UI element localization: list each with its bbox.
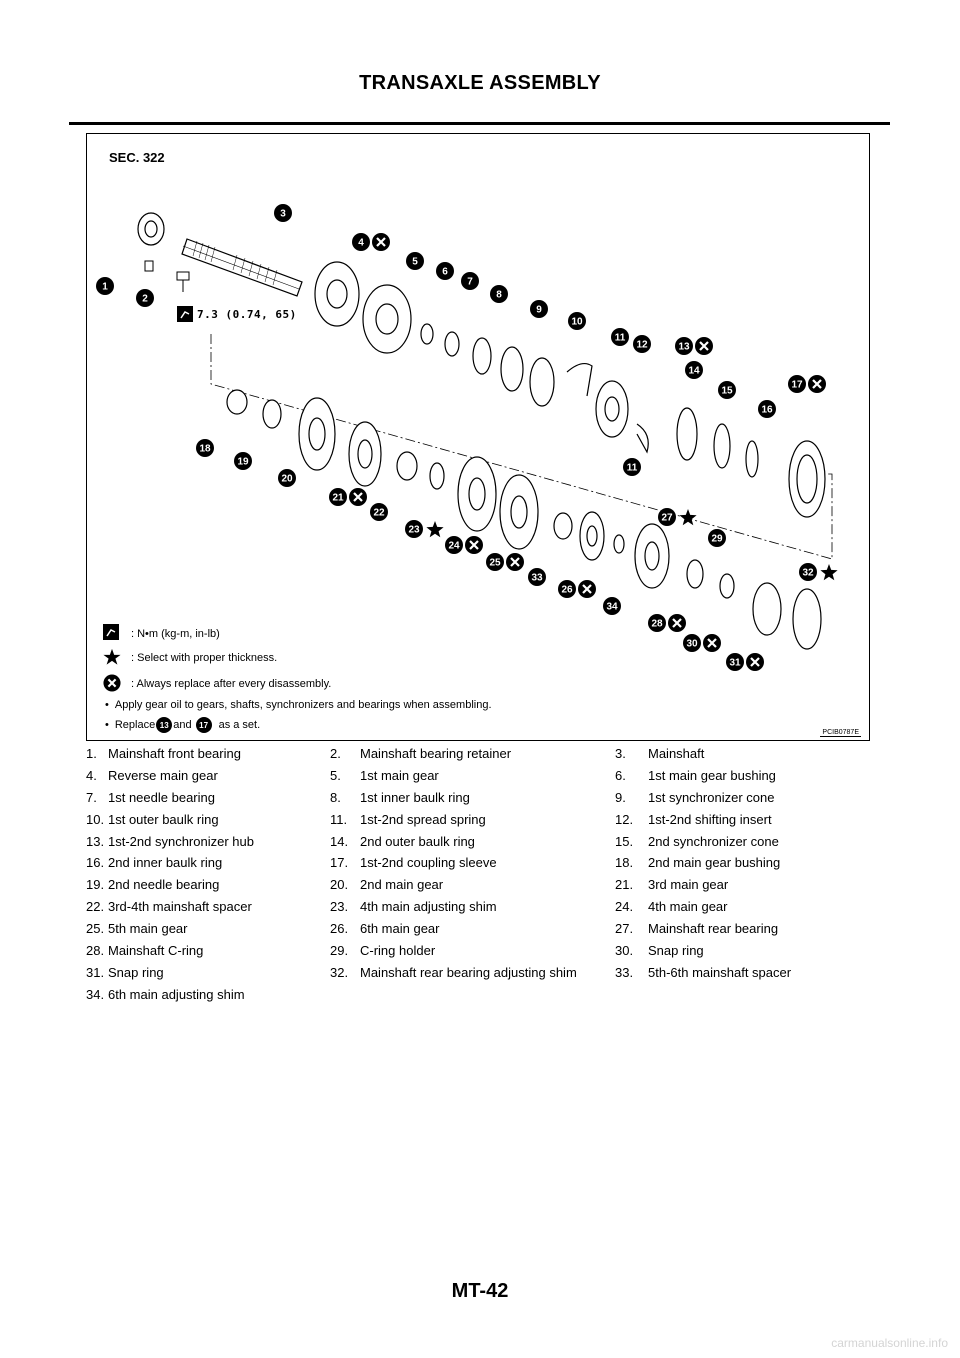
part-number: 29. — [330, 943, 349, 959]
parts-row — [86, 943, 864, 965]
part-number: 31. — [86, 964, 105, 980]
watermark: carmanualsonline.info — [831, 1336, 948, 1350]
svg-text:16: 16 — [761, 404, 773, 416]
svg-text:33: 33 — [531, 572, 543, 584]
callout-18 — [196, 439, 214, 457]
parts-list — [86, 746, 864, 1009]
part-number: 21. — [615, 877, 634, 893]
part-name: 1st-2nd spread spring — [360, 811, 486, 827]
callout-28 — [648, 614, 686, 632]
note-replace-suffix: as a set. — [218, 719, 261, 731]
svg-text:13: 13 — [678, 341, 690, 353]
part-number: 6. — [615, 767, 626, 783]
note-oil-text: Apply gear oil to gears, shafts, synchronizers and bearings when assembling. — [114, 699, 492, 711]
part-name: Mainshaft — [648, 746, 705, 761]
callout-16 — [758, 400, 776, 418]
callout-22 — [370, 503, 388, 521]
part-number: 4. — [86, 767, 97, 783]
part-number: 3. — [615, 746, 626, 761]
parts-row — [86, 986, 864, 1009]
callout-4 — [352, 233, 390, 251]
bullet: • — [105, 719, 109, 731]
part-name: 5th-6th mainshaft spacer — [648, 964, 792, 980]
part-number: 7. — [86, 789, 97, 805]
callout-1 — [96, 277, 114, 295]
legend-torque-text: : N•m (kg-m, in-lb) — [131, 628, 220, 640]
mainshaft-drawing — [182, 239, 302, 296]
note-replace-and: and — [173, 719, 192, 731]
legend-replace-row — [103, 674, 331, 694]
part-name: Mainshaft front bearing — [108, 746, 241, 761]
callout-9 — [530, 300, 548, 318]
svg-text:30: 30 — [686, 638, 698, 650]
callout-8 — [490, 285, 508, 303]
callout-24 — [445, 536, 483, 554]
part-number: 16. — [86, 855, 105, 871]
svg-text:18: 18 — [199, 443, 211, 455]
part-number: 30. — [615, 943, 634, 959]
part-number: 1. — [86, 746, 97, 761]
svg-text:6: 6 — [442, 266, 448, 278]
title-rule — [69, 122, 890, 125]
part-name: 1st inner baulk ring — [360, 789, 470, 805]
part-number: 26. — [330, 921, 349, 937]
part-name: 1st needle bearing — [108, 789, 215, 805]
part-name: C-ring holder — [360, 943, 436, 959]
part-name: Mainshaft rear bearing adjusting shim — [360, 964, 577, 980]
part-number: 15. — [615, 833, 634, 849]
parts-row — [86, 877, 864, 899]
part-number: 12. — [615, 811, 634, 827]
part-name: Mainshaft C-ring — [108, 943, 204, 959]
parts-row — [86, 811, 864, 834]
note-oil-row — [103, 696, 492, 714]
parts-row — [86, 921, 864, 943]
svg-text:4: 4 — [358, 237, 364, 249]
svg-text:8: 8 — [496, 289, 502, 301]
part-name: 2nd inner baulk ring — [108, 855, 223, 871]
svg-text:11: 11 — [614, 332, 626, 344]
callout-23 — [405, 520, 444, 538]
callout-5 — [406, 252, 424, 270]
part-name: 2nd needle bearing — [108, 877, 220, 893]
part-name: 1st synchronizer cone — [648, 789, 775, 805]
svg-text:26: 26 — [561, 584, 573, 596]
callout-32 — [799, 563, 838, 581]
svg-text:2: 2 — [142, 293, 148, 305]
legend-select-row — [103, 648, 277, 668]
retainer-drawing — [145, 261, 189, 292]
svg-text:27: 27 — [661, 512, 673, 524]
callout-7 — [461, 272, 479, 290]
callout-11 — [611, 328, 629, 346]
part-name: 1st main gear bushing — [648, 767, 776, 783]
svg-text:15: 15 — [721, 385, 733, 397]
star-icon — [679, 509, 696, 525]
svg-text:20: 20 — [281, 473, 293, 485]
part-number: 9. — [615, 789, 626, 805]
parts-row — [86, 855, 864, 877]
part-number: 13. — [86, 833, 105, 849]
svg-text:12: 12 — [636, 339, 648, 351]
callout-33 — [528, 568, 546, 586]
part-number: 34. — [86, 986, 105, 1002]
page-title: TRANSAXLE ASSEMBLY — [359, 72, 601, 94]
part-number: 22. — [86, 899, 105, 915]
svg-text:28: 28 — [651, 618, 663, 630]
svg-text:7: 7 — [467, 276, 473, 288]
part-name: 6th main adjusting shim — [108, 986, 245, 1002]
legend-replace-text: : Always replace after every disassembly. — [131, 678, 332, 690]
part-number: 23. — [330, 899, 349, 915]
part-name: Snap ring — [648, 943, 704, 959]
callout-14 — [685, 361, 703, 379]
callout-34 — [603, 597, 621, 615]
part-number: 10. — [86, 811, 105, 827]
row2-parts-drawing — [227, 390, 821, 649]
legend-torque-row — [103, 624, 220, 644]
page-number: MT-42 — [451, 1280, 509, 1302]
callout-badge-13: 13 — [156, 717, 172, 733]
svg-text:3: 3 — [280, 208, 286, 220]
part-number: 32. — [330, 964, 349, 980]
callout-17 — [788, 375, 826, 393]
part-number: 25. — [86, 921, 105, 937]
callout-29 — [708, 529, 726, 547]
part-number: 33. — [615, 964, 634, 980]
callout-12 — [633, 335, 651, 353]
part-number: 5. — [330, 767, 341, 783]
part-number: 20. — [330, 877, 349, 893]
svg-text:11: 11 — [626, 462, 638, 474]
svg-text:19: 19 — [237, 456, 249, 468]
callout-10 — [568, 312, 586, 330]
part-number: 11. — [330, 811, 348, 827]
part-name: 1st-2nd shifting insert — [648, 811, 772, 827]
part-number: 18. — [615, 855, 634, 871]
svg-text:31: 31 — [729, 657, 741, 669]
torque-spec: 7.3 (0.74, 65) — [197, 308, 297, 321]
callout-26 — [558, 580, 596, 598]
part-number: 24. — [615, 899, 634, 915]
svg-text:22: 22 — [373, 507, 385, 519]
callout-6 — [436, 262, 454, 280]
svg-text:9: 9 — [536, 304, 542, 316]
parts-row — [86, 899, 864, 921]
parts-row — [86, 833, 864, 856]
part-name: Reverse main gear — [108, 767, 218, 783]
part-name: 4th main gear — [648, 899, 728, 915]
part-name: 6th main gear — [360, 921, 440, 937]
callout-2 — [136, 289, 154, 307]
svg-text:1: 1 — [102, 281, 108, 293]
part-name: 3rd main gear — [648, 877, 729, 893]
part-name: 2nd outer baulk ring — [360, 833, 475, 849]
callout-3 — [274, 204, 292, 222]
parts-row — [86, 767, 864, 790]
callout-badge-17: 17 — [196, 717, 212, 733]
part-number: 14. — [330, 833, 349, 849]
svg-text:21: 21 — [332, 492, 344, 504]
part-name: 1st main gear — [360, 767, 439, 783]
parts-row — [86, 746, 864, 768]
exploded-diagram — [86, 133, 870, 741]
part-number: 19. — [86, 877, 105, 893]
spread-spring-drawing — [567, 364, 592, 396]
bullet: • — [105, 699, 109, 711]
callout-30 — [683, 634, 721, 652]
part-number: 28. — [86, 943, 105, 959]
callout-13 — [675, 337, 713, 355]
part-name: 2nd main gear — [360, 877, 444, 893]
row1-parts-drawing — [315, 262, 825, 517]
legend-select-text: : Select with proper thickness. — [131, 652, 278, 664]
svg-text:5: 5 — [412, 256, 418, 268]
part-name: Snap ring — [108, 964, 164, 980]
parts-row — [86, 964, 864, 987]
part-number: 8. — [330, 789, 341, 805]
callout-25 — [486, 553, 524, 571]
callout-20 — [278, 469, 296, 487]
svg-text:24: 24 — [448, 540, 460, 552]
part-number: 2. — [330, 746, 341, 761]
part-name: 4th main adjusting shim — [360, 899, 497, 915]
svg-text:34: 34 — [606, 601, 618, 613]
figure-code: PCIB0787E — [822, 729, 859, 736]
star-icon — [820, 564, 837, 580]
part-number: 27. — [615, 921, 634, 937]
part-name: 5th main gear — [108, 921, 188, 937]
parts-row — [86, 789, 864, 812]
note-replace-prefix: Replace — [114, 719, 156, 731]
torque-wrench-icon — [177, 306, 193, 322]
note-replace-row — [103, 716, 260, 734]
svg-text:25: 25 — [489, 557, 501, 569]
svg-text:32: 32 — [802, 567, 814, 579]
callout-15 — [718, 381, 736, 399]
svg-text:29: 29 — [711, 533, 723, 545]
callout-19 — [234, 452, 252, 470]
part-name: 1st-2nd coupling sleeve — [360, 855, 497, 871]
section-label: SEC. 322 — [109, 150, 165, 165]
part-name: Mainshaft bearing retainer — [360, 746, 512, 761]
callout-21 — [329, 488, 367, 506]
svg-text:14: 14 — [688, 365, 700, 377]
star-icon — [426, 521, 443, 537]
part-name: 1st outer baulk ring — [108, 811, 219, 827]
part-number: 17. — [330, 855, 349, 871]
callout-11 — [623, 458, 641, 476]
svg-text:23: 23 — [408, 524, 420, 536]
part-name: 2nd main gear bushing — [648, 855, 781, 871]
callout-27 — [658, 508, 697, 526]
svg-text:17: 17 — [791, 379, 803, 391]
part-name: 2nd synchronizer cone — [648, 833, 779, 849]
part-name: 3rd-4th mainshaft spacer — [108, 899, 252, 915]
part-name: 1st-2nd synchronizer hub — [108, 833, 254, 849]
callout-31 — [726, 653, 764, 671]
part-name: Mainshaft rear bearing — [648, 921, 779, 937]
front-bearing-drawing — [138, 213, 164, 245]
spread-spring-2-drawing — [637, 424, 648, 452]
svg-text:10: 10 — [571, 316, 583, 328]
